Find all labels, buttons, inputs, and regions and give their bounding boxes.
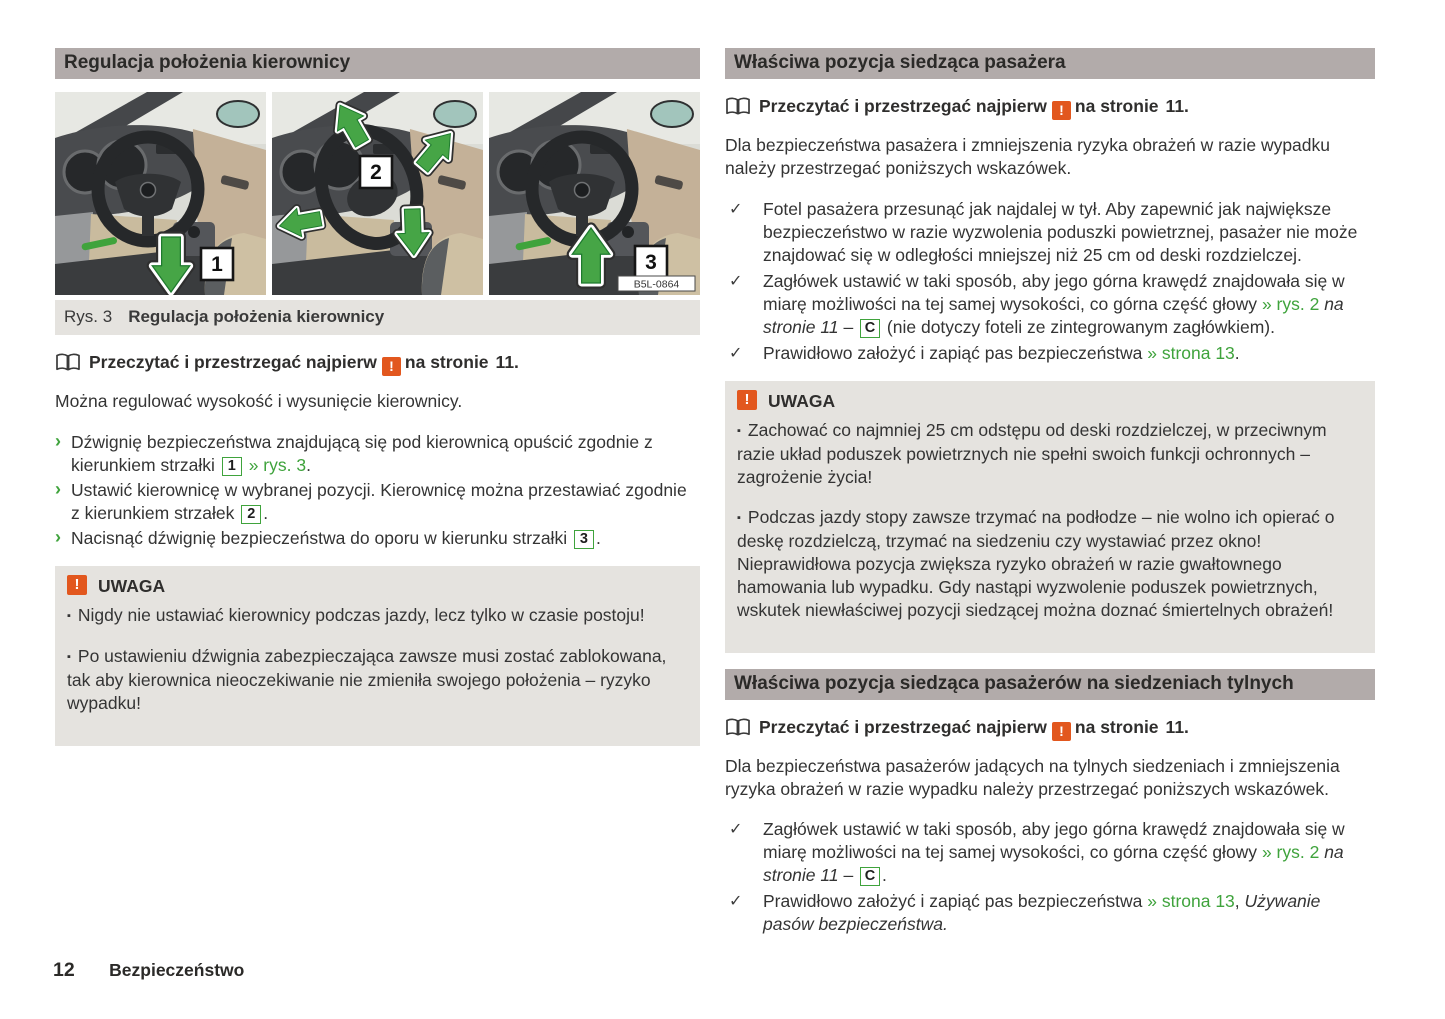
open-book-icon [725, 97, 751, 116]
step-item: › Dźwignię bezpieczeństwa znajdującą się pod kierownicą opuścić zgodnie z kierunkiem strzałki 1 » rys. 3. [55, 430, 653, 475]
bullet-icon: ▪ [737, 424, 741, 437]
checklist-item: ✓ Fotel pasażera przesunąć jak najdalej w tył. Aby zapewnić jak największe bezpieczeństwo w razie wyzwolenia poduszki powietrznej, pasażer nie może znajdować się w odległości mniejszej niż 25 cm od deski rozdzielczej. [729, 198, 1358, 265]
step-item: › Ustawić kierownicę w wybranej pozycji. Kierownicę można przestawiać zgodnie z kierunkiem strzałek 2 . [55, 478, 687, 523]
intro-paragraph: Można regulować wysokość i wysunięcie kierownicy. [55, 391, 463, 411]
figure-caption-text: Regulacja położenia kierownicy [128, 307, 385, 326]
read-first-page: 11. [1165, 716, 1189, 737]
read-first-note: Przeczytać i przestrzegać najpierw ! na stronie 11. [725, 95, 1375, 120]
section-title: Właściwa pozycja siedząca pasażera [734, 52, 1066, 73]
read-first-text: Przeczytać i przestrzegać najpierw [759, 716, 1047, 737]
callout-box-1: 1 [222, 457, 242, 476]
section-title: Regulacja położenia kierownicy [64, 52, 351, 73]
figure-steering-adjustment [55, 92, 700, 335]
intro-paragraph: Dla bezpieczeństwa pasażera i zmniejszenia ryzyka obrażeń w razie wypadku należy przestrzegać poniższych wskazówek. [725, 135, 1331, 178]
checklist [725, 198, 1375, 365]
warning-icon: ! [67, 575, 87, 595]
warning-icon: ! [737, 390, 757, 410]
warning-icon: ! [382, 357, 401, 376]
open-book-icon [725, 718, 751, 737]
left-column [55, 48, 700, 746]
callout-box-3: 3 [574, 530, 594, 549]
section-header-rear-passengers [725, 669, 1375, 700]
warning-item: ▪ Nigdy nie ustawiać kierownicy podczas jazdy, lecz tylko w czasie postoju! [67, 604, 645, 625]
checklist-item: ✓ Zagłówek ustawić w taki sposób, aby jego górna krawędź znajdowała się w miarę możliwości na tej samej wysokości, co górna część głowy » rys. 2 na stronie 11 – C (nie dotyczy foteli ze zintegrowanym zagłówkiem). [729, 270, 1345, 337]
checkmark-icon: ✓ [729, 821, 743, 838]
step-list [55, 431, 700, 550]
svg-text:1: 1 [211, 253, 223, 276]
step-item: › Nacisnąć dźwignię bezpieczeństwa do oporu w kierunku strzałki 3 . [55, 526, 601, 548]
step-marker-icon: › [55, 478, 61, 499]
checklist-item: ✓ Zagłówek ustawić w taki sposób, aby jego górna krawędź znajdowała się w miarę możliwości na tej samej wysokości, co górna część głowy » rys. 2 na stronie 11 – C . [729, 819, 1345, 885]
xref-link-rys2[interactable]: » rys. 2 [1261, 842, 1320, 862]
figure-number-2 [360, 156, 392, 188]
warning-icon: ! [1052, 722, 1071, 741]
xref-link-strona13[interactable]: » strona 13 [1147, 891, 1235, 911]
read-first-page: 11. [1165, 96, 1189, 116]
read-first-text: Przeczytać i przestrzegać najpierw [759, 96, 1047, 116]
section-header-passenger [725, 48, 1375, 79]
warning-box [725, 381, 1375, 653]
page-number: 12 [53, 959, 75, 981]
warning-icon: ! [1052, 101, 1071, 120]
xref-link-rys2[interactable]: » rys. 2 [1261, 293, 1320, 314]
checkmark-icon: ✓ [729, 344, 743, 362]
figure-caption-number: Rys. 3 [64, 307, 113, 326]
figure-panel-3 [489, 92, 700, 295]
figure-number-3 [635, 246, 667, 278]
warning-box-header: ! UWAGA [67, 576, 688, 597]
open-book-icon [55, 353, 81, 372]
bullet-icon: ▪ [737, 512, 741, 524]
read-first-note: Przeczytać i przestrzegać najpierw ! na stronie 11. [725, 716, 1375, 741]
warning-item: ▪ Podczas jazdy stopy zawsze trzymać na podłodze – nie wolno ich opierać o deskę rozdzielczą, trzymać na siedzeniu czy wystawiać przez okno! Nieprawidłowa pozycja zwiększa ryzyko obrażeń w razie gwałtownego hamowania lub wypadku. Gdy nastąpi wyzwolenie poduszek powietrznych, wskutek niewłaściwej pozycji siedzącej można doznać śmiertelnych obrażeń! [737, 507, 1335, 620]
read-first-note: Przeczytać i przestrzegać najpierw ! na stronie 11. [55, 351, 700, 376]
warning-item: ▪ Po ustawieniu dźwignia zabezpieczająca zawsze musi zostać zablokowana, tak aby kierownica nieoczekiwanie nie zmieniła swojego położenia – ryzyko wypadku! [67, 646, 667, 713]
figure-caption [55, 300, 700, 335]
read-first-page: 11. [495, 352, 519, 372]
checklist-item: ✓ Prawidłowo założyć i zapiąć pas bezpieczeństwa » strona 13, Używanie pasów bezpieczeństwa. [729, 891, 1321, 934]
figure-panel-2 [272, 92, 483, 295]
checkmark-icon: ✓ [729, 200, 743, 218]
svg-text:2: 2 [370, 161, 382, 184]
page-footer [53, 959, 244, 982]
bullet-icon: ▪ [67, 651, 71, 663]
intro-paragraph: Dla bezpieczeństwa pasażerów jadących na tylnych siedzeniach i zmniejszenia ryzyka obrażeń w razie wypadku należy przestrzegać poniższych wskazówek. [725, 755, 1340, 799]
read-first-text: Przeczytać i przestrzegać najpierw [89, 352, 377, 372]
steering-adjustment-illustration [55, 92, 700, 295]
checklist-item: ✓ Prawidłowo założyć i zapiąć pas bezpieczeństwa » strona 13. [729, 342, 1240, 363]
checklist [725, 818, 1375, 936]
callout-box-2: 2 [241, 505, 261, 524]
figure-image-code [618, 276, 695, 291]
checkmark-icon: ✓ [729, 893, 743, 910]
callout-box-C: C [860, 319, 880, 338]
xref-link-rys3[interactable]: » rys. 3 [248, 454, 307, 475]
warning-item: ▪ Zachować co najmniej 25 cm odstępu od deski rozdzielczej, w przeciwnym razie układ poduszek powietrznych nie spełni swoich funkcji ochronnych – zagrożenie życia! [737, 419, 1327, 487]
warning-box-header: ! UWAGA [737, 391, 1363, 412]
xref-link-strona13[interactable]: » strona 13 [1147, 342, 1235, 363]
figure-number-1 [201, 248, 233, 280]
step-marker-icon: › [55, 526, 61, 547]
callout-box-C: C [860, 867, 880, 886]
checkmark-icon: ✓ [729, 272, 743, 290]
step-marker-icon: › [55, 430, 61, 451]
bullet-icon: ▪ [67, 609, 71, 622]
warning-box [55, 566, 700, 746]
svg-text:3: 3 [645, 251, 657, 274]
footer-section-title: Bezpieczeństwo [109, 960, 245, 980]
section-header-steering [55, 48, 700, 79]
svg-text:B5L-0864: B5L-0864 [633, 278, 680, 291]
right-column [725, 48, 1375, 936]
figure-panel-1 [55, 92, 266, 295]
section-title: Właściwa pozycja siedząca pasażerów na siedzeniach tylnych [734, 672, 1294, 694]
